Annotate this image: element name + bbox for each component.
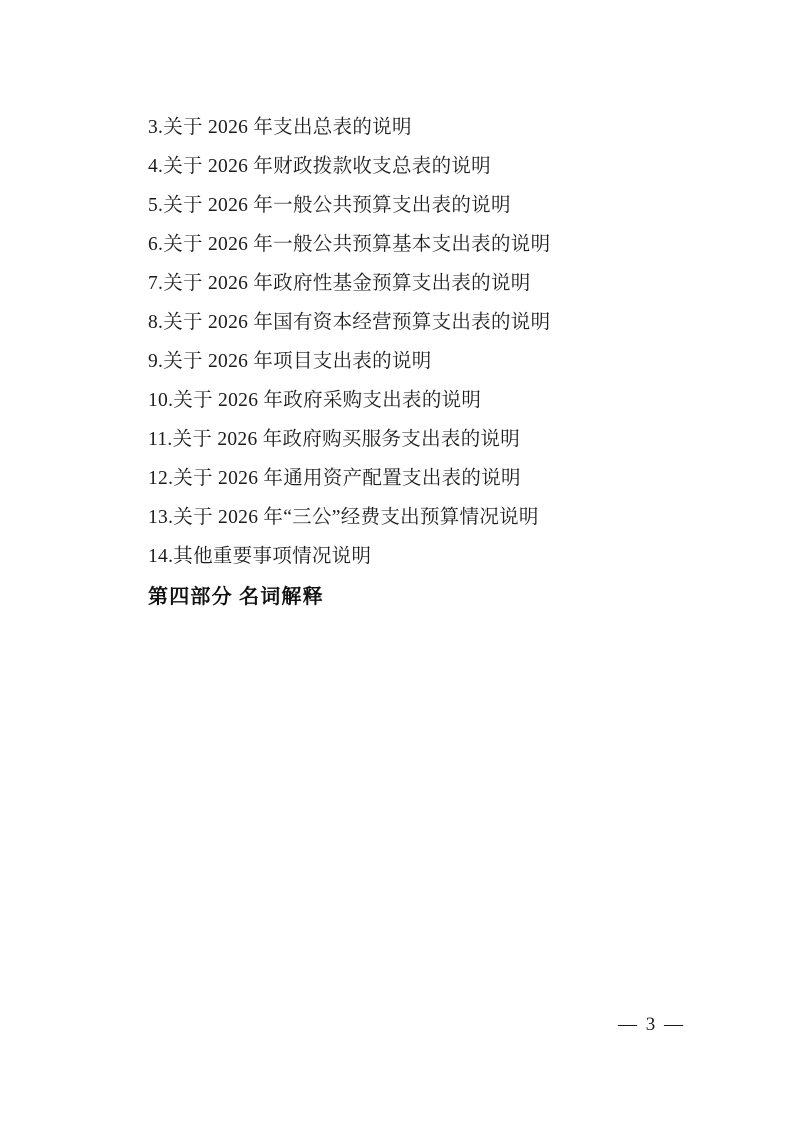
- page-number: — 3 —: [618, 1014, 685, 1035]
- table-of-contents: [148, 108, 648, 617]
- toc-item: 14.其他重要事项情况说明: [148, 546, 372, 567]
- toc-item: 3.关于 2026 年支出总表的说明: [148, 117, 412, 138]
- toc-item: 7.关于 2026 年政府性基金预算支出表的说明: [148, 273, 531, 294]
- toc-item: 8.关于 2026 年国有资本经营预算支出表的说明: [148, 312, 551, 333]
- toc-item: 5.关于 2026 年一般公共预算支出表的说明: [148, 195, 511, 216]
- toc-item: 10.关于 2026 年政府采购支出表的说明: [148, 390, 482, 411]
- toc-item: 6.关于 2026 年一般公共预算基本支出表的说明: [148, 234, 551, 255]
- toc-item: 9.关于 2026 年项目支出表的说明: [148, 351, 432, 372]
- toc-item: 11.关于 2026 年政府购买服务支出表的说明: [148, 429, 521, 450]
- toc-item: 4.关于 2026 年财政拨款收支总表的说明: [148, 156, 491, 177]
- toc-item: 12.关于 2026 年通用资产配置支出表的说明: [148, 468, 521, 489]
- section-heading: 第四部分 名词解释: [148, 586, 324, 608]
- toc-item: 13.关于 2026 年“三公”经费支出预算情况说明: [148, 507, 539, 528]
